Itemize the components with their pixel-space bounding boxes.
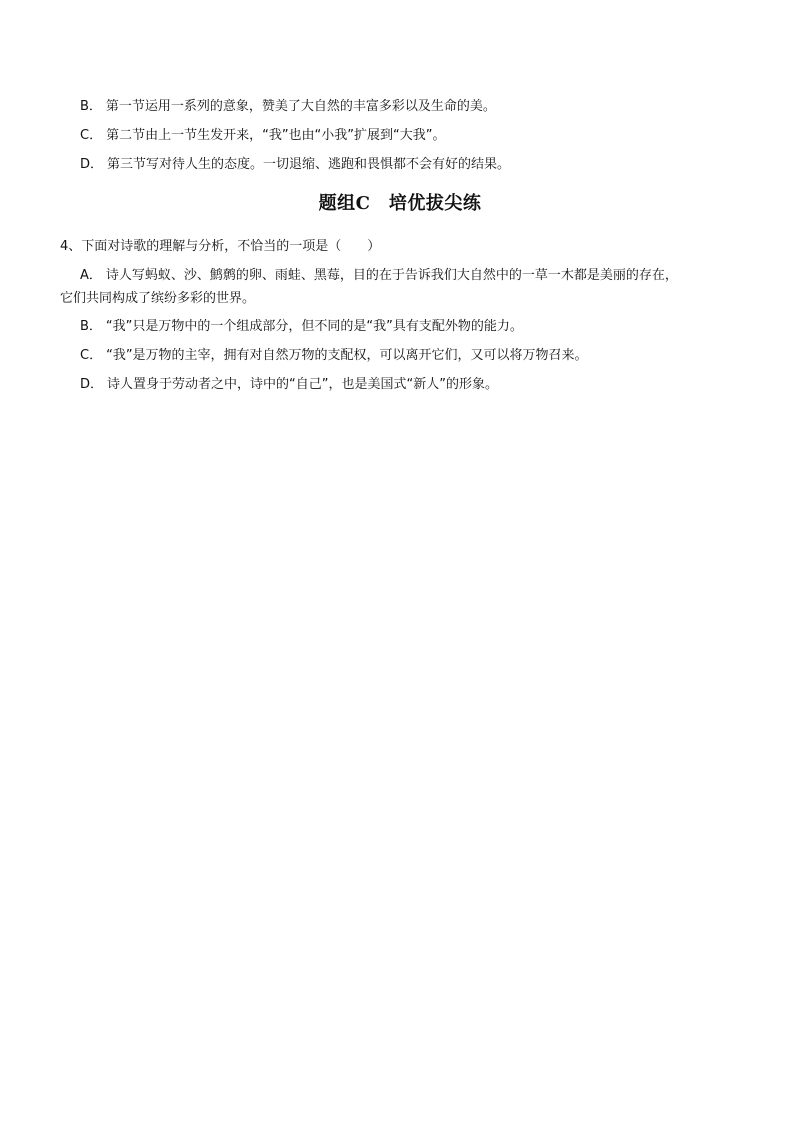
option-b — [80, 318, 523, 336]
option-label: B． — [80, 99, 102, 114]
option-c — [80, 347, 588, 365]
option-a — [80, 267, 678, 285]
option-d — [80, 376, 498, 394]
option-c-prev — [80, 127, 446, 145]
option-text: 诗人置身于劳动者之中，诗中的“自己”，也是美国式“新人”的形象。 — [107, 377, 498, 392]
option-a-continued: 它们共同构成了缤纷多彩的世界。 — [60, 291, 256, 306]
section-heading: 题组C 培优拔尖练 — [318, 193, 482, 214]
option-label: D． — [80, 157, 104, 172]
option-text: “我”是万物的主宰，拥有对自然万物的支配权，可以离开它们，又可以将万物召来。 — [106, 348, 588, 363]
option-label: C． — [80, 348, 103, 363]
option-text: 诗人写蚂蚁、沙、鹪鹩的卵、雨蛙、黑莓，目的在于告诉我们大自然中的一草一木都是美丽的存在， — [105, 268, 678, 283]
option-label: B． — [80, 319, 102, 334]
option-text: “我”只是万物中的一个组成部分，但不同的是“我”具有支配外物的能力。 — [105, 319, 523, 334]
option-label: D． — [80, 377, 104, 392]
option-label: A． — [80, 268, 102, 283]
option-text: 第三节写对待人生的态度。一切退缩、逃跑和畏惧都不会有好的结果。 — [107, 157, 511, 172]
option-text: 第一节运用一系列的意象，赞美了大自然的丰富多彩以及生命的美。 — [105, 99, 496, 114]
option-label: C． — [80, 128, 103, 143]
option-b-prev — [80, 98, 496, 116]
question-stem: 4、下面对诗歌的理解与分析，不恰当的一项是（ ） — [60, 239, 381, 254]
option-d-prev — [80, 156, 510, 174]
option-text: 第二节由上一节生发开来，“我”也由“小我”扩展到“大我”。 — [106, 128, 446, 143]
